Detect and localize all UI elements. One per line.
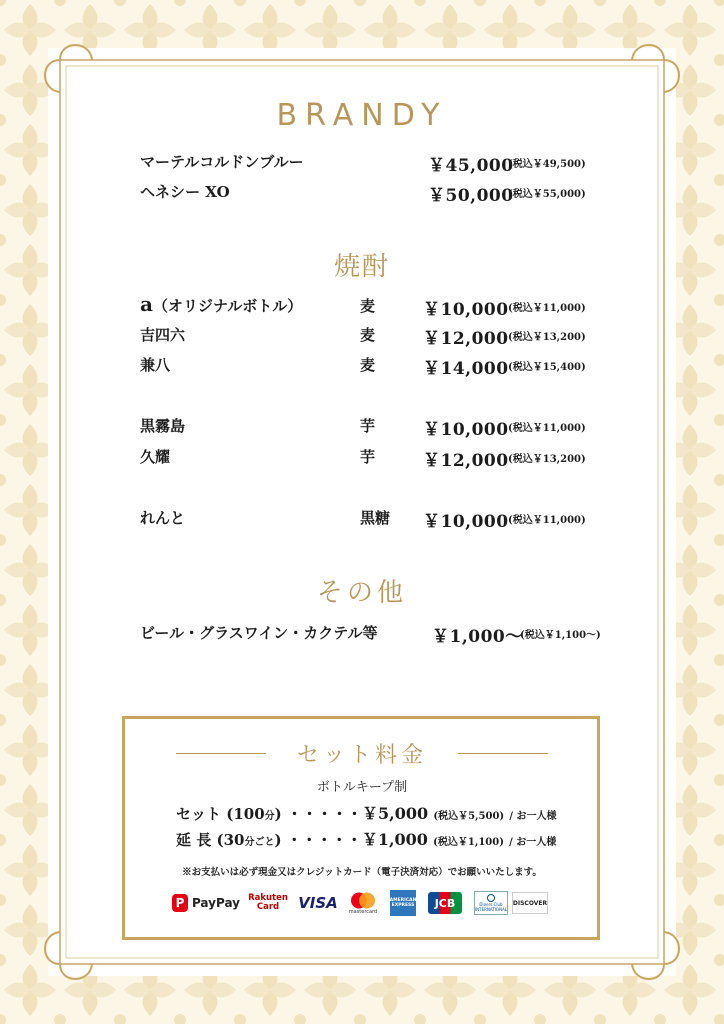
- other-heading: その他: [316, 578, 407, 608]
- item-name: れんと: [140, 509, 186, 527]
- set-label: 延 長: [176, 831, 212, 849]
- brandy-row: [0, 151, 724, 177]
- set-dots: ・・・・・: [287, 805, 363, 823]
- shochu-row: [0, 415, 724, 441]
- set-tax: (税込￥1,100): [433, 837, 504, 848]
- set-per: / お一人様: [509, 811, 557, 822]
- item-tax: (税込￥49,500): [508, 159, 586, 170]
- item-price: ￥10,000: [423, 512, 509, 532]
- item-name: 久耀: [140, 448, 171, 466]
- set-duration-open: (100: [226, 805, 265, 823]
- item-price: ￥45,000: [428, 156, 514, 176]
- item-name: ヘネシー XO: [140, 183, 230, 201]
- item-name-rest: （オリジナルボトル）: [152, 297, 303, 315]
- item-type: 麦: [360, 356, 376, 374]
- set-duration-close: ): [274, 831, 282, 849]
- set-price: ￥1,000: [361, 830, 428, 849]
- set-row: [176, 827, 556, 850]
- set-dots: ・・・・・: [286, 831, 362, 849]
- diners-circle: [485, 894, 497, 902]
- jcb-logo: JCB: [428, 892, 462, 914]
- shochu-row: [0, 507, 724, 533]
- brandy-heading: BRANDY: [276, 98, 448, 133]
- set-duration-open: (30: [216, 831, 245, 849]
- item-price: ￥1,000～: [432, 627, 523, 647]
- item-tax: (税込￥13,200): [508, 454, 586, 465]
- item-name: 黒霧島: [140, 417, 186, 435]
- item-price: ￥12,000: [423, 329, 509, 349]
- item-tax: (税込￥15,400): [508, 362, 586, 373]
- set-duration-close: ): [274, 805, 282, 823]
- set-per: / お一人様: [509, 837, 557, 848]
- item-price: ￥10,000: [423, 300, 509, 320]
- set-duration-unit: 分ごと: [244, 837, 275, 848]
- item-name: 兼八: [140, 356, 171, 374]
- mastercard-logo: mastercard: [344, 890, 382, 916]
- set-duration-unit: 分: [264, 811, 275, 822]
- shochu-row: [0, 324, 724, 350]
- paypay-logo: P PayPay: [172, 890, 240, 916]
- mastercard-circles: [349, 892, 377, 909]
- brandy-row: [0, 181, 724, 207]
- item-tax: (税込￥1,100～): [520, 630, 601, 641]
- other-row: [0, 622, 724, 648]
- discover-logo: DISCOVER: [512, 892, 548, 914]
- item-price: ￥12,000: [423, 451, 509, 471]
- shochu-heading: 焼酎: [333, 252, 390, 282]
- set-price: ￥5,000: [362, 804, 429, 823]
- set-row: [176, 801, 557, 824]
- item-type: 芋: [360, 417, 376, 435]
- item-tax: (税込￥55,000): [508, 189, 586, 200]
- set-label: セット: [176, 805, 222, 823]
- shochu-row: [0, 446, 724, 472]
- item-name: 吉四六: [140, 326, 186, 344]
- paypay-icon: P: [172, 894, 188, 912]
- set-subtitle: ボトルキープ制: [316, 780, 408, 795]
- visa-logo: VISA: [298, 894, 338, 912]
- item-type: 麦: [360, 326, 376, 344]
- item-name: [140, 292, 302, 316]
- item-price: ￥50,000: [428, 186, 514, 206]
- diners-club-logo: Diners Club INTERNATIONAL: [474, 891, 508, 915]
- item-tax: (税込￥11,000): [508, 423, 586, 434]
- rakuten-card-logo: Rakuten Card: [248, 893, 288, 912]
- item-type: 芋: [360, 448, 376, 466]
- shochu-row: [0, 292, 724, 318]
- item-tax: (税込￥11,000): [508, 303, 586, 314]
- amex-logo: AMERICAN EXPRESS: [390, 890, 416, 916]
- item-name: マーテルコルドンブルー: [140, 153, 304, 171]
- item-type: 麦: [360, 297, 376, 315]
- item-tax: (税込￥13,200): [508, 332, 586, 343]
- original-bottle-mark: a: [140, 292, 153, 316]
- item-price: ￥14,000: [423, 359, 509, 379]
- set-tax: (税込￥5,500): [433, 811, 505, 822]
- payment-note: ※お支払いは必ず現金又はクレジットカード（電子決済対応）でお願いいたします。: [182, 867, 542, 878]
- set-price-title: セット料金: [296, 743, 427, 768]
- item-type: 黒糖: [360, 509, 391, 527]
- shochu-row: [0, 354, 724, 380]
- item-name: ビール・グラスワイン・カクテル等: [140, 624, 378, 642]
- item-price: ￥10,000: [423, 420, 509, 440]
- item-tax: (税込￥11,000): [508, 515, 586, 526]
